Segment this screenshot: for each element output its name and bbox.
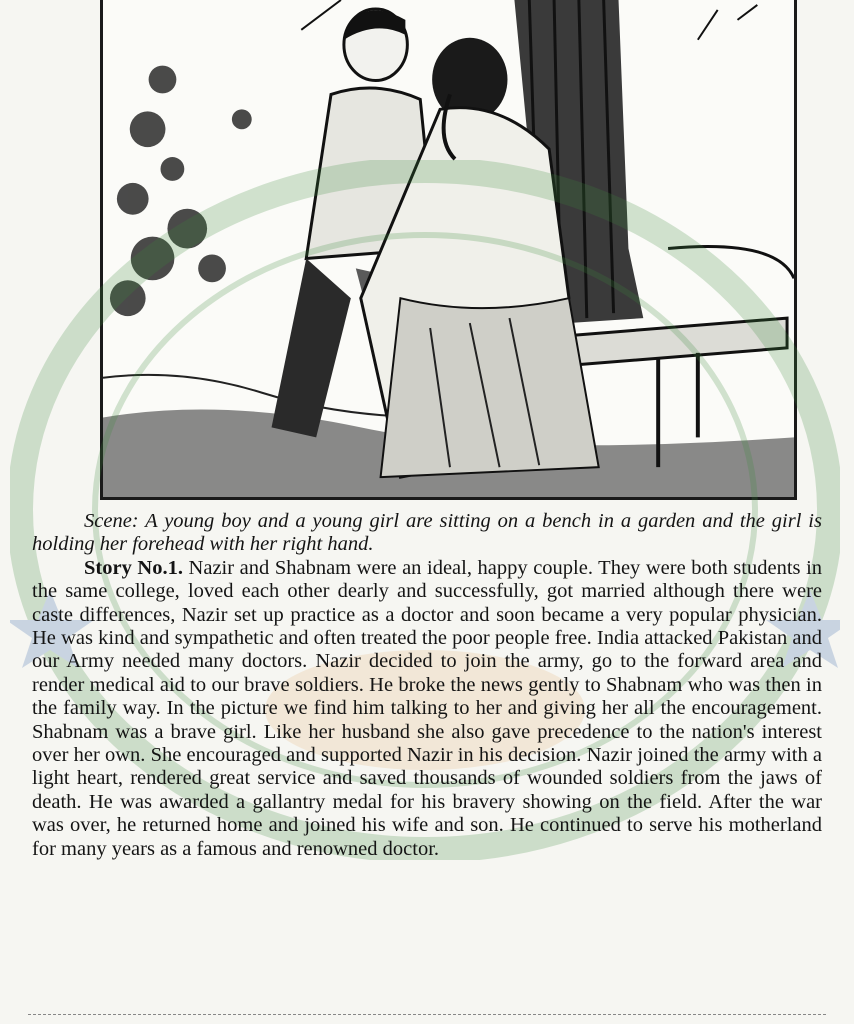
page-bottom-rule bbox=[28, 1014, 826, 1015]
scene-label: Scene: bbox=[84, 510, 139, 532]
story-text-block bbox=[32, 510, 822, 861]
scene-caption bbox=[32, 510, 822, 557]
story-label: Story No.1. bbox=[84, 556, 183, 579]
story-body: Nazir and Shabnam were an ideal, happy couple. They were both students in the same college, loved each other dearly and successfully, got married although there were caste differences, Nazir set up practice as a doctor and soon became a very popular physician. He was kind and sympathetic and often treated the poor people free. India attacked Pakistan and our Army needed many doctors. Nazir decided to join the army, go to the forward area and render medical aid to our brave soldiers. He broke the news gently to Shabnam who was then in the family way. In the picture we find him talking to her and giving her all the encouragement. Shabnam was a brave girl. Like her husband she also gave precedence to the nation's interest over her own. She encouraged and supported Nazir in his decision. Nazir joined the army with a light heart, rendered great service and saved thousands of wounded soldiers from the jaws of death. He was awarded a gallantry medal for his bravery showing on the field. After the war was over, he returned home and joined his wife and son. He continued to serve his motherland for many years as a famous and renowned doctor. bbox=[32, 556, 823, 860]
scene-description: A young boy and a young girl are sitting on a bench in a garden and the girl is holding her forehead with her right hand. bbox=[32, 510, 822, 556]
story-paragraph bbox=[32, 557, 822, 861]
couple-on-bench-illustration bbox=[100, 0, 797, 500]
